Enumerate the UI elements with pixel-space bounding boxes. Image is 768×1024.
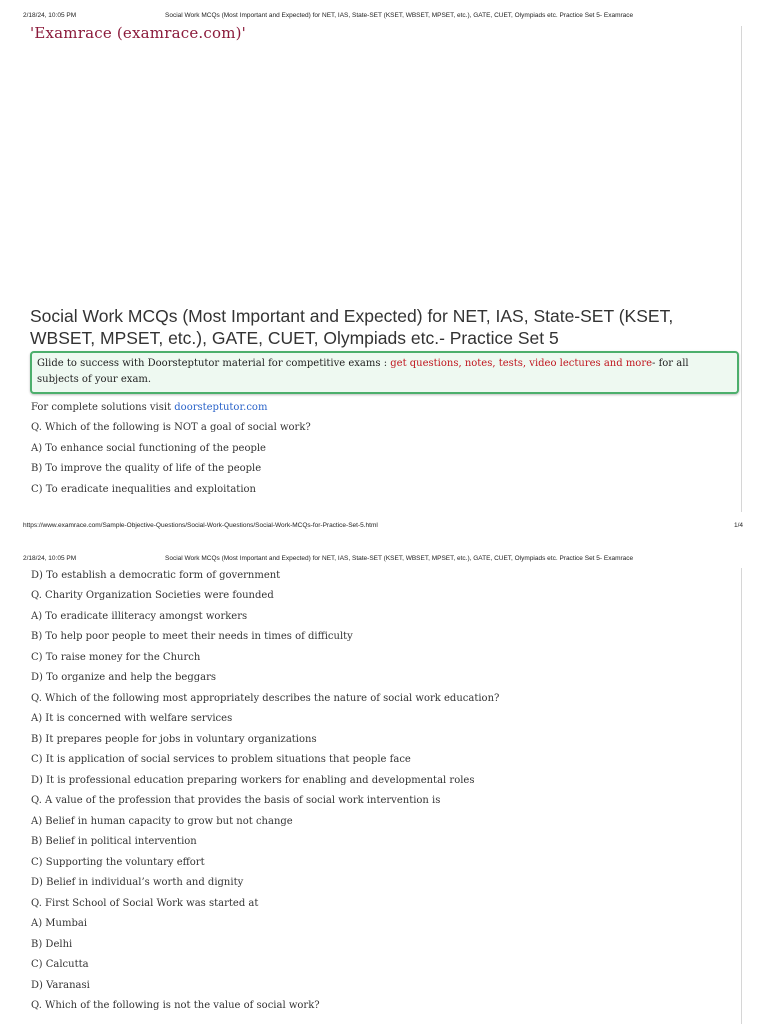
doorsteptutor-link[interactable]: doorsteptutor.com: [174, 402, 268, 413]
list-item: A) To eradicate illiteracy amongst workers: [31, 611, 248, 622]
list-item: A) To enhance social functioning of the people: [31, 443, 266, 454]
list-item: B) It prepares people for jobs in voluntary organizations: [31, 734, 317, 745]
list-item: B) Belief in political intervention: [31, 836, 197, 847]
list-item: D) Belief in individual’s worth and dignity: [31, 877, 244, 888]
print-header-title: Social Work MCQs (Most Important and Expected) for NET, IAS, State-SET (KSET, WBSET, MPSET, etc.), GATE, CUET, Olympiads etc. Practice Set 5- Examrace: [165, 555, 634, 562]
list-item: A) It is concerned with welfare services: [31, 713, 233, 724]
list-item: Q. Which of the following is NOT a goal of social work?: [31, 422, 311, 433]
promo-suffix: - for all subjects of your exam.: [37, 358, 689, 385]
list-item: C) To raise money for the Church: [31, 652, 201, 663]
list-item: C) To eradicate inequalities and exploitation: [31, 484, 256, 495]
list-item: B) To help poor people to meet their needs in times of difficulty: [31, 631, 353, 642]
solutions-text: For complete solutions visit: [31, 402, 175, 413]
print-page-number: 1/4: [734, 522, 744, 529]
site-title: 'Examrace (examrace.com)': [30, 24, 247, 42]
promo-text: Glide to success with Doorsteptutor material for competitive exams :: [37, 358, 391, 369]
print-header-title: Social Work MCQs (Most Important and Expected) for NET, IAS, State-SET (KSET, WBSET, MPSET, etc.), GATE, CUET, Olympiads etc. Practice Set 5- Examrace: [165, 12, 634, 19]
list-item: A) Belief in human capacity to grow but not change: [31, 816, 293, 827]
list-item: D) Varanasi: [31, 980, 90, 991]
page-break: [0, 538, 768, 546]
list-item: D) To establish a democratic form of government: [31, 570, 281, 581]
list-item: B) To improve the quality of life of the people: [31, 463, 262, 474]
print-url: https://www.examrace.com/Sample-Objective-Questions/Social-Work-Questions/Social-Work-MCQs-for-Practice-Set-5.html: [23, 522, 378, 529]
list-item: Q. Charity Organization Societies were founded: [31, 590, 274, 601]
list-item: D) It is professional education preparing workers for enabling and developmental roles: [31, 775, 475, 786]
list-item: A) Mumbai: [31, 918, 88, 929]
list-item: D) To organize and help the beggars: [31, 672, 217, 683]
promo-banner: [30, 351, 739, 394]
list-item: C) Supporting the voluntary effort: [31, 857, 205, 868]
page-edge-rule: [741, 568, 742, 1024]
list-item: C) It is application of social services to problem situations that people face: [31, 754, 411, 765]
page-edge-rule: [741, 26, 742, 512]
list-item: B) Delhi: [31, 939, 73, 950]
list-item: C) Calcutta: [31, 959, 89, 970]
list-item: Q. Which of the following is not the value of social work?: [31, 1000, 320, 1011]
list-item: Q. First School of Social Work was started at: [31, 898, 259, 909]
list-item: Q. A value of the profession that provides the basis of social work intervention is: [31, 795, 441, 806]
list-item: Q. Which of the following most appropriately describes the nature of social work education?: [31, 693, 500, 704]
print-date: 2/18/24, 10:05 PM: [23, 555, 77, 562]
promo-link[interactable]: get questions, notes, tests, video lectures and more: [390, 358, 653, 369]
solutions-line: [31, 402, 267, 413]
page-title: Social Work MCQs (Most Important and Expected) for NET, IAS, State-SET (KSET, WBSET, MPSET, etc.), GATE, CUET, Olympiads etc.- Practice Set 5: [30, 306, 674, 348]
print-date: 2/18/24, 10:05 PM: [23, 12, 77, 19]
